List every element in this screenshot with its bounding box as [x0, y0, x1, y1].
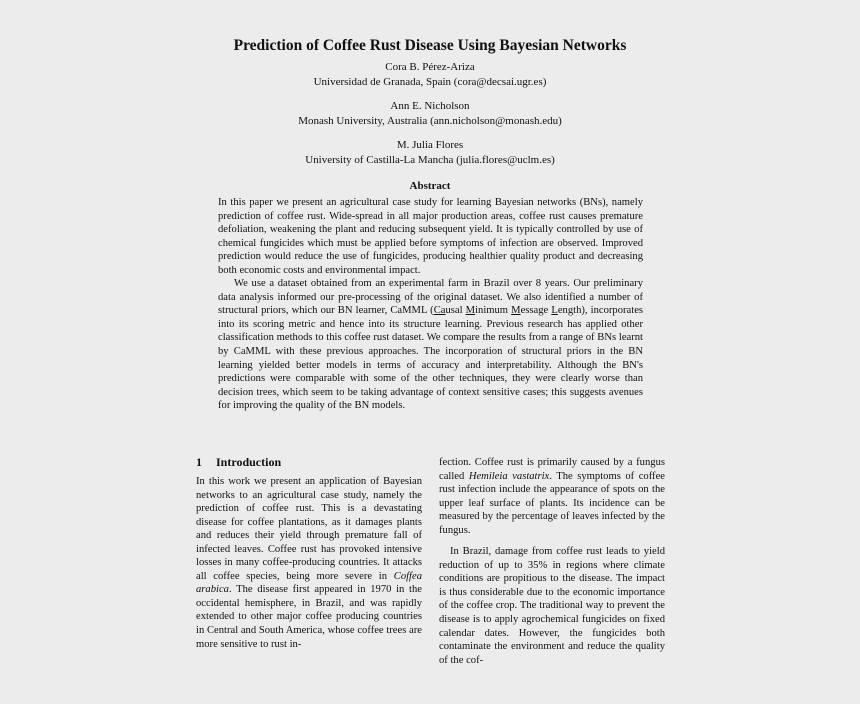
author-name-1: Cora B. Pérez-Ariza — [385, 61, 475, 73]
camml-inimum: inimum — [475, 305, 512, 317]
abstract-paragraph-1: In this paper we present an agricultural case study for learning Bayesian networks (BNs), namely prediction of coffee rust. Wide-spread in all major production areas, coffee rust causes premature defoliation, weakening the plant and reducing subsequent yield. It is typically controlled by use of chemical fungicides which must be applied before symptoms of infection are observed. Improved prediction would reduce the use of fungicides, producing healthier quality product and decreasing both economic costs and environmental impact. — [218, 197, 643, 276]
camml-ca: Ca — [433, 305, 446, 317]
intro-paragraph-1-cont — [439, 456, 665, 537]
author-affiliation-3: University of Castilla-La Mancha (julia.flores@uclm.es) — [305, 154, 555, 166]
author-name-3: M. Julia Flores — [396, 139, 464, 151]
intro-text-c: fection. Coffee rust is primarily caused by a fungus called — [439, 457, 665, 482]
camml-m1: M — [465, 305, 476, 317]
camml-l: L — [551, 305, 558, 317]
section-title: Introduction — [216, 455, 282, 469]
right-column — [439, 456, 665, 667]
camml-essage: essage — [520, 305, 552, 317]
abstract-paragraph-2 — [218, 277, 643, 412]
camml-ength: ength — [557, 305, 582, 317]
abstract-p2-start: We use a dataset obtained from an experimental farm in Brazil over 8 years. Our preliminary data analysis informed our pre-processing of the original dataset. We also identified a number of structural priors, which our BN learner, CaMML ( — [218, 278, 643, 317]
intro-text-b: . The disease first appeared in 1970 in the occidental hemisphere, in Brazil, and was rapidly extended to other major coffee producing countries in Central and South America, whose coffee trees are more sensitive to rust in- — [196, 584, 422, 650]
intro-paragraph-1 — [196, 475, 422, 651]
intro-text-d: . The symptoms of coffee rust infection include the appearance of spots on the upper leaf surface of plants. Its incidence can be measured by the percentage of leaves infected by the fungus. — [439, 470, 665, 536]
species-name-hemileia: Hemileia vastatrix — [468, 470, 550, 482]
intro-text-a: In this work we present an application of Bayesian networks to an agricultural case study, namely the prediction of coffee rust. This is a devastating disease for coffee plantations, as it damages plants and reduces their yield through premature fall of infected leaves. Coffee rust has provoked intensive losses in many coffee-producing countries. It attacks all coffee species, being more severe in — [196, 476, 422, 582]
author-affiliation-1: Universidad de Granada, Spain (cora@decsai.ugr.es) — [313, 76, 547, 88]
section-number: 1 — [196, 455, 202, 469]
author-affiliation-2: Monash University, Australia (ann.nicholson@monash.edu) — [298, 115, 562, 127]
author-name-2: Ann E. Nicholson — [390, 100, 470, 112]
species-name-coffea: Coffea arabica — [196, 570, 422, 596]
abstract-p2-end: ), incorporates into its scoring metric and hence into its structure learning. Previous research has applied other classification methods to this coffee rust dataset. We compare the results from a range of BNs learnt by CaMML with these previous approaches. The incorporation of structural priors in the BN learning yielded better models in terms of accuracy and interpretability. Although the BN's predictions were comparable with some of the other techniques, they were clearly worse than decision trees, which seem to be taking advantage of context sensitive cases; this suggests avenues for improving the quality of the BN models. — [218, 305, 644, 412]
camml-usal: usal — [445, 305, 466, 317]
camml-m2: M — [511, 305, 521, 317]
abstract-heading: Abstract — [409, 180, 451, 192]
abstract-body — [218, 196, 643, 413]
intro-paragraph-2: In Brazil, damage from coffee rust leads to yield reduction of up to 35% in regions where climate conditions are propitious to the disease. The impact is thus considerable due to the economic importance of the coffee crop. The traditional way to prevent the disease is to apply agrochemical fungicides on fixed calendar dates. However, the fungicides both contaminate the environment and reduce the quality of the cof- — [439, 546, 665, 666]
paper-title: Prediction of Coffee Rust Disease Using Bayesian Networks — [233, 37, 627, 54]
section-heading-introduction — [196, 455, 281, 470]
left-column — [196, 475, 422, 651]
